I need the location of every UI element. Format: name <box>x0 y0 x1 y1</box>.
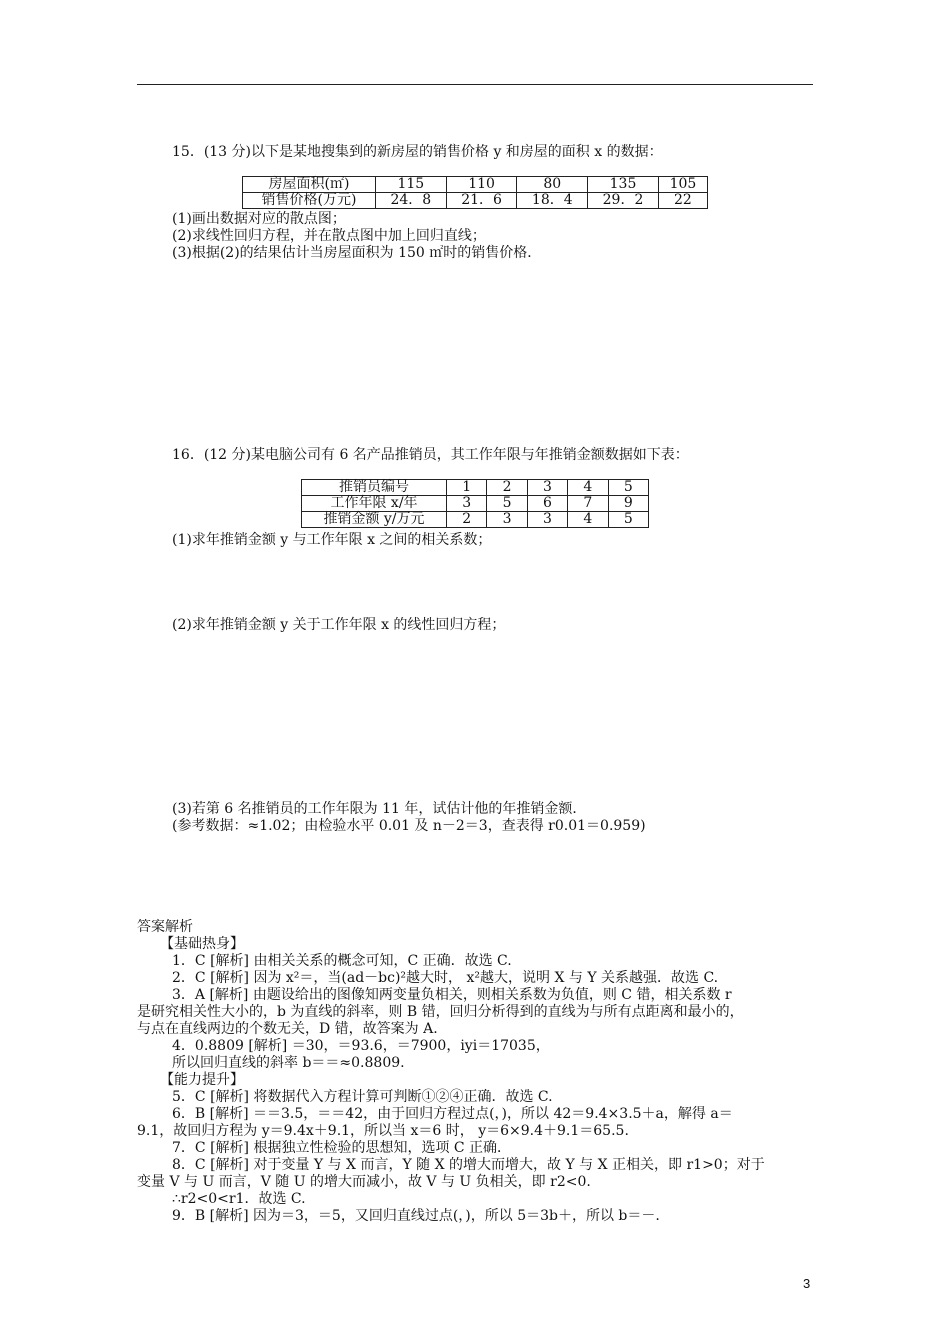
table-cell: 29．2 <box>588 193 659 209</box>
table-cell: 7 <box>568 496 608 512</box>
answer-line: 6．B [解析] ＝＝3.5，＝＝42，由于回归方程过点(，)，所以 42＝9.4×3.5＋a，解得 a＝ <box>172 1106 733 1122</box>
answer-line: 变量 V 与 U 而言，V 随 U 的增大而减小，故 V 与 U 负相关，即 r2<0. <box>137 1174 591 1190</box>
table-cell: 110 <box>446 177 517 193</box>
answer-line: 所以回归直线的斜率 b＝＝≈0.8809. <box>172 1055 405 1071</box>
answer-line: 与点在直线两边的个数无关，D 错，故答案为 A. <box>137 1021 438 1037</box>
table-cell: 5 <box>608 512 648 528</box>
answer-line: 9.1，故回归方程为 y＝9.4x＋9.1，所以当 x＝6 时， y＝6×9.4＋9.1＝65.5. <box>137 1123 629 1139</box>
answer-line: ∴r2<0<r1．故选 C. <box>172 1191 306 1207</box>
answer-line: 是研究相关性大小的，b 为直线的斜率，则 B 错，回归分析得到的直线为与所有点距离和最小的， <box>137 1004 744 1020</box>
table-cell: 22 <box>658 193 707 209</box>
table-cell: 4 <box>568 512 608 528</box>
table-cell: 80 <box>517 177 588 193</box>
q16-part-1: (1)求年推销金额 y 与工作年限 x 之间的相关系数； <box>172 532 492 548</box>
page-number: 3 <box>803 1276 811 1291</box>
table-cell: 5 <box>608 480 648 496</box>
q16-part-3: (3)若第 6 名推销员的工作年限为 11 年，试估计他的年推销金额． <box>172 801 587 817</box>
table-cell: 销售价格(万元) <box>243 193 376 209</box>
q15-part-1: (1)画出数据对应的散点图； <box>172 211 346 227</box>
q15-header: 15．(13 分)以下是某地搜集到的新房屋的销售价格 y 和房屋的面积 x 的数据： <box>172 144 663 160</box>
table-row <box>302 512 649 528</box>
table-cell: 24．8 <box>376 193 447 209</box>
answer-line: 2．C [解析] 因为 x²＝，当(ad－bc)²越大时， x²越大，说明 X 与 Y 关系越强．故选 C. <box>172 970 719 986</box>
table-cell: 3 <box>487 512 527 528</box>
header-rule <box>137 84 813 85</box>
table-cell: 18．4 <box>517 193 588 209</box>
table-cell: 135 <box>588 177 659 193</box>
table-cell: 推销金额 y/万元 <box>302 512 447 528</box>
table-row <box>243 177 708 193</box>
answers-title: 答案解析 <box>137 919 193 935</box>
table-cell: 6 <box>527 496 567 512</box>
table-cell: 105 <box>658 177 707 193</box>
table-cell: 115 <box>376 177 447 193</box>
answer-line: 1．C [解析] 由相关关系的概念可知，C 正确．故选 C. <box>172 953 512 969</box>
q15-table <box>242 176 708 209</box>
table-cell: 2 <box>447 512 487 528</box>
table-row <box>302 480 649 496</box>
table-cell: 1 <box>447 480 487 496</box>
table-row <box>302 496 649 512</box>
table-row <box>243 193 708 209</box>
q16-part-2: (2)求年推销金额 y 关于工作年限 x 的线性回归方程； <box>172 617 506 633</box>
answer-line: 8．C [解析] 对于变量 Y 与 X 而言，Y 随 X 的增大而增大，故 Y 与 X 正相关，即 r1>0；对于 <box>172 1157 765 1173</box>
table-cell: 4 <box>568 480 608 496</box>
q16-header: 16．(12 分)某电脑公司有 6 名产品推销员，其工作年限与年推销金额数据如下表： <box>172 447 689 463</box>
table-cell: 5 <box>487 496 527 512</box>
table-cell: 21．6 <box>446 193 517 209</box>
answers-section-advanced: 【能力提升】 <box>160 1072 244 1088</box>
table-cell: 工作年限 x/年 <box>302 496 447 512</box>
q15-part-2: (2)求线性回归方程，并在散点图中加上回归直线； <box>172 228 486 244</box>
table-cell: 2 <box>487 480 527 496</box>
table-cell: 3 <box>527 512 567 528</box>
table-cell: 3 <box>447 496 487 512</box>
table-cell: 9 <box>608 496 648 512</box>
answer-line: 4．0.8809 [解析] ＝30，＝93.6，＝7900，iyi＝17035， <box>172 1038 550 1054</box>
table-cell: 房屋面积(㎡) <box>243 177 376 193</box>
answers-section-basic: 【基础热身】 <box>160 936 244 952</box>
answer-line: 9．B [解析] 因为＝3，＝5，又回归直线过点(，)，所以 5＝3b＋，所以 b＝－. <box>172 1208 660 1224</box>
q15-part-3: (3)根据(2)的结果估计当房屋面积为 150 ㎡时的销售价格． <box>172 245 542 261</box>
answer-line: 7．C [解析] 根据独立性检验的思想知，选项 C 正确． <box>172 1140 512 1156</box>
q16-reference: (参考数据：≈1.02；由检验水平 0.01 及 n－2＝3，查表得 r0.01＝0.959) <box>172 818 646 834</box>
table-cell: 推销员编号 <box>302 480 447 496</box>
q16-table <box>301 479 649 528</box>
answer-line: 3．A [解析] 由题设给出的图像知两变量负相关，则相关系数为负值，则 C 错，相关系数 r <box>172 987 732 1003</box>
table-cell: 3 <box>527 480 567 496</box>
answer-line: 5．C [解析] 将数据代入方程计算可判断①②④正确．故选 C. <box>172 1089 553 1105</box>
